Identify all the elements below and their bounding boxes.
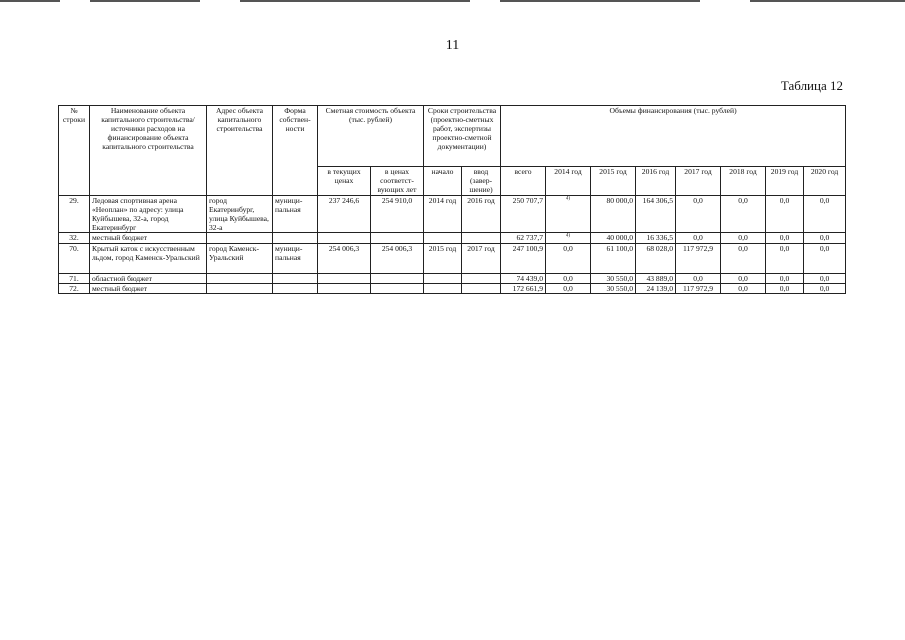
header-row-number: № строки	[59, 106, 90, 196]
page-number: 11	[445, 38, 460, 53]
table-row	[59, 273, 846, 283]
cost-years	[371, 273, 424, 283]
row-number: 29.	[59, 196, 90, 233]
value-2019: 0,0	[766, 273, 804, 283]
value-2014: 0,0	[546, 243, 591, 273]
value-2014: 0,0	[546, 283, 591, 293]
value-2020: 0,0	[804, 243, 846, 273]
start-year	[424, 283, 462, 293]
top-edge-gap	[60, 0, 90, 2]
header-year: 2020 год	[804, 167, 846, 196]
object-address	[207, 233, 273, 243]
value-2015: 30 550,0	[591, 283, 636, 293]
object-address: город Екатеринбург, улица Куйбышева, 32-а	[207, 196, 273, 233]
value-2014: 0,0	[546, 273, 591, 283]
cost-current: 254 006,3	[318, 243, 371, 273]
value-2016: 68 028,0	[636, 243, 676, 273]
value-2016: 24 139,0	[636, 283, 676, 293]
ownership-form: муници-пальная	[273, 243, 318, 273]
header-year: 2017 год	[676, 167, 721, 196]
value-2019: 0,0	[766, 196, 804, 233]
total-value: 172 661,9	[501, 283, 546, 293]
object-name: Крытый каток с искусственным льдом, город Каменск-Уральский	[90, 243, 207, 273]
value-2017: 0,0	[676, 273, 721, 283]
start-year	[424, 233, 462, 243]
cost-current	[318, 283, 371, 293]
object-name: местный бюджет	[90, 283, 207, 293]
cost-current	[318, 233, 371, 243]
value-2017: 117 972,9	[676, 243, 721, 273]
cost-years: 254 910,0	[371, 196, 424, 233]
value-2014	[546, 196, 591, 233]
ownership-form	[273, 233, 318, 243]
cost-current: 237 246,6	[318, 196, 371, 233]
value-2020: 0,0	[804, 283, 846, 293]
table-row	[59, 196, 846, 233]
ownership-form	[273, 273, 318, 283]
end-year	[462, 283, 501, 293]
value-2016: 16 336,5	[636, 233, 676, 243]
value-2015: 40 000,0	[591, 233, 636, 243]
header-ownership: Форма собствен-ности	[273, 106, 318, 196]
value-2018: 0,0	[721, 196, 766, 233]
total-value: 62 737,7	[501, 233, 546, 243]
header-year: 2018 год	[721, 167, 766, 196]
value-2015: 80 000,0	[591, 196, 636, 233]
start-year: 2015 год	[424, 243, 462, 273]
value-2020: 0,0	[804, 233, 846, 243]
cost-current	[318, 273, 371, 283]
footnote-marker: 4)	[565, 196, 571, 202]
value-2015: 30 550,0	[591, 273, 636, 283]
header-year: 2014 год	[546, 167, 591, 196]
end-year	[462, 273, 501, 283]
value-2017: 117 972,9	[676, 283, 721, 293]
end-year: 2017 год	[462, 243, 501, 273]
financing-table	[58, 105, 846, 294]
value-2015: 61 100,0	[591, 243, 636, 273]
cost-years	[371, 283, 424, 293]
value-2017: 0,0	[676, 196, 721, 233]
value-2019: 0,0	[766, 243, 804, 273]
header-funding-volumes: Объемы финансирования (тыс. рублей)	[501, 106, 846, 167]
value-2019: 0,0	[766, 283, 804, 293]
table-row	[59, 233, 846, 243]
value-2018: 0,0	[721, 243, 766, 273]
object-address	[207, 283, 273, 293]
value-2017: 0,0	[676, 233, 721, 243]
value-2018: 0,0	[721, 233, 766, 243]
value-2020: 0,0	[804, 273, 846, 283]
header-year: 2016 год	[636, 167, 676, 196]
value-2018: 0,0	[721, 283, 766, 293]
header-address: Адрес объекта капитального строительства	[207, 106, 273, 196]
header-estimated-cost: Сметная стоимость объекта (тыс. рублей)	[318, 106, 424, 167]
value-2019: 0,0	[766, 233, 804, 243]
header-current-prices: в текущих ценах	[318, 167, 371, 196]
top-edge-gap	[700, 0, 750, 2]
top-edge-line	[0, 0, 905, 2]
header-object-name: Наименование объекта капитального строительства/ источники расходов на финансирование объекта капитального строительства	[90, 106, 207, 196]
start-year	[424, 273, 462, 283]
table-row	[59, 243, 846, 273]
row-number: 32.	[59, 233, 90, 243]
top-edge-gap	[200, 0, 240, 2]
row-number: 72.	[59, 283, 90, 293]
header-year: 2019 год	[766, 167, 804, 196]
total-value: 250 707,7	[501, 196, 546, 233]
start-year: 2014 год	[424, 196, 462, 233]
value-2020: 0,0	[804, 196, 846, 233]
value-2018: 0,0	[721, 273, 766, 283]
total-value: 74 439,0	[501, 273, 546, 283]
cost-years: 254 006,3	[371, 243, 424, 273]
end-year: 2016 год	[462, 196, 501, 233]
header-total: всего	[501, 167, 546, 196]
header-year-prices: в ценах соответст-вующих лет	[371, 167, 424, 196]
header-row	[59, 106, 846, 167]
header-construction-terms: Сроки строительства (проектно-сметных работ, экспертизы проектно-сметной документации)	[424, 106, 501, 167]
value-2016: 43 889,0	[636, 273, 676, 283]
value-2016: 164 306,5	[636, 196, 676, 233]
footnote-marker: 4)	[565, 233, 571, 239]
ownership-form	[273, 283, 318, 293]
ownership-form: муници-пальная	[273, 196, 318, 233]
total-value: 247 100,9	[501, 243, 546, 273]
top-edge-gap	[470, 0, 500, 2]
table-caption: Таблица 12	[780, 78, 843, 93]
row-number: 71.	[59, 273, 90, 283]
header-end: ввод (завер-шение)	[462, 167, 501, 196]
object-address	[207, 273, 273, 283]
row-number: 70.	[59, 243, 90, 273]
header-start: начало	[424, 167, 462, 196]
object-name: местный бюджет	[90, 233, 207, 243]
cost-years	[371, 233, 424, 243]
object-name: Ледовая спортивная арена «Неоплан» по адресу: улица Куйбышева, 32-а, город Екатеринбург	[90, 196, 207, 233]
value-2014	[546, 233, 591, 243]
header-year: 2015 год	[591, 167, 636, 196]
object-name: областной бюджет	[90, 273, 207, 283]
object-address: город Каменск-Уральский	[207, 243, 273, 273]
table-row	[59, 283, 846, 293]
end-year	[462, 233, 501, 243]
